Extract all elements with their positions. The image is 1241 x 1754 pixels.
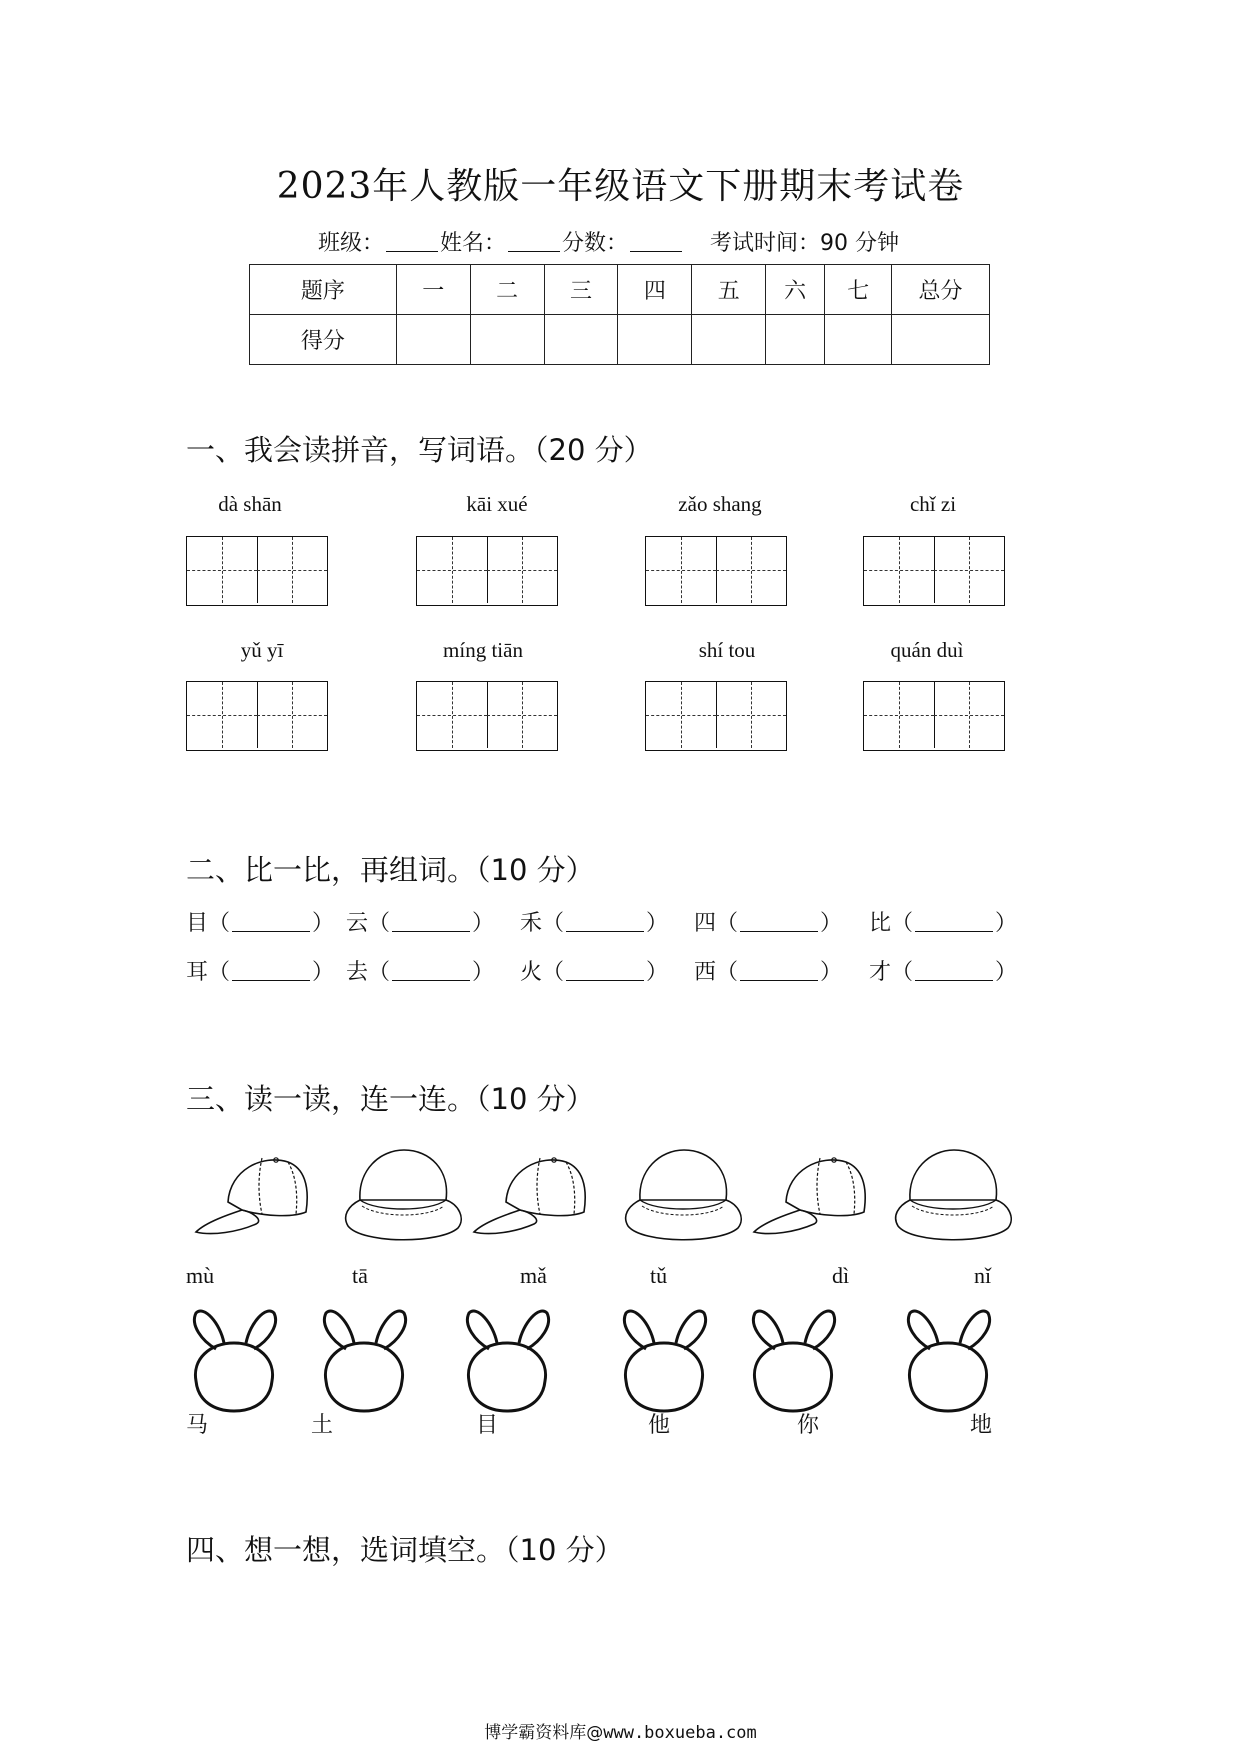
paren-close: ）: [995, 911, 1018, 936]
writing-grid[interactable]: [645, 681, 787, 751]
tianzige-cell[interactable]: [934, 682, 1004, 748]
paren-close: ）: [312, 960, 335, 985]
name-label: 姓名：: [440, 231, 507, 256]
paren-open: （: [368, 911, 391, 936]
tianzige-cell[interactable]: [187, 537, 258, 603]
score-cell[interactable]: [618, 315, 692, 365]
connect-char: 土: [311, 1413, 334, 1438]
pinyin-label: kāi xué: [466, 492, 528, 516]
score-cell[interactable]: [396, 315, 470, 365]
table-header-cell: 三: [544, 265, 618, 315]
guide-line-horizontal: [934, 715, 1004, 716]
footer-watermark: [0, 1718, 1241, 1743]
tianzige-cell[interactable]: [187, 682, 258, 748]
connect-char: 地: [970, 1413, 993, 1438]
paren-close: ）: [820, 960, 843, 985]
writing-grid[interactable]: [186, 536, 328, 606]
paren-open: （: [716, 960, 739, 985]
compare-char: 西: [694, 960, 717, 985]
compare-char: 目: [186, 911, 209, 936]
pinyin-label: shí tou: [698, 638, 756, 662]
paren-close: ）: [646, 960, 669, 985]
paren-close: ）: [472, 911, 495, 936]
guide-line-horizontal: [417, 570, 487, 571]
score-cell[interactable]: [766, 315, 825, 365]
writing-grid[interactable]: [645, 536, 787, 606]
compare-item: [694, 906, 842, 937]
paren-open: （: [542, 960, 565, 985]
writing-grid[interactable]: [186, 681, 328, 751]
round-hat-icon: [890, 1140, 1020, 1250]
compare-char: 禾: [520, 911, 543, 936]
tianzige-cell[interactable]: [864, 682, 935, 748]
compare-item: [346, 906, 494, 937]
score-table: [249, 264, 990, 365]
score-blank[interactable]: [630, 231, 682, 252]
guide-line-horizontal: [716, 570, 786, 571]
paren-open: （: [208, 911, 231, 936]
tianzige-cell[interactable]: [487, 682, 557, 748]
guide-line-horizontal: [864, 715, 934, 716]
answer-blank[interactable]: [915, 913, 993, 932]
tianzige-cell[interactable]: [934, 537, 1004, 603]
compare-char: 四: [694, 911, 717, 936]
writing-grid[interactable]: [416, 681, 558, 751]
tianzige-cell[interactable]: [257, 537, 327, 603]
writing-grid[interactable]: [416, 536, 558, 606]
guide-line-horizontal: [257, 715, 327, 716]
baseball-cap-icon: [750, 1140, 880, 1250]
tianzige-cell[interactable]: [716, 682, 786, 748]
paren-open: （: [891, 960, 914, 985]
student-info-line: [318, 226, 899, 257]
connect-char: 他: [648, 1413, 671, 1438]
baseball-cap-icon: [192, 1140, 322, 1250]
compare-item: [186, 906, 334, 937]
paren-open: （: [716, 911, 739, 936]
guide-line-horizontal: [864, 570, 934, 571]
compare-char: 去: [346, 960, 369, 985]
compare-char: 耳: [186, 960, 209, 985]
connect-pinyin: mù: [186, 1263, 215, 1288]
pinyin-label: chǐ zi: [909, 492, 957, 516]
connect-char: 马: [186, 1413, 209, 1438]
compare-item: [186, 955, 334, 986]
guide-line-horizontal: [417, 715, 487, 716]
answer-blank[interactable]: [232, 962, 310, 981]
section-2-heading: 二、比一比，再组词。（10 分）: [186, 853, 595, 887]
answer-blank[interactable]: [566, 913, 644, 932]
paren-open: （: [542, 911, 565, 936]
tianzige-cell[interactable]: [716, 537, 786, 603]
paren-close: ）: [995, 960, 1018, 985]
score-table-header-row: [250, 265, 990, 315]
footer-url: www.boxueba.com: [603, 1723, 757, 1743]
table-header-cell: 题序: [250, 265, 397, 315]
answer-blank[interactable]: [232, 913, 310, 932]
connect-pinyin: nǐ: [974, 1263, 992, 1288]
answer-blank[interactable]: [392, 962, 470, 981]
compare-item: [520, 955, 668, 986]
connect-pinyin: tǔ: [650, 1263, 668, 1288]
tianzige-cell[interactable]: [417, 537, 488, 603]
compare-char: 才: [869, 960, 892, 985]
score-label: 分数：: [562, 231, 629, 256]
writing-grid[interactable]: [863, 536, 1005, 606]
compare-item: [694, 955, 842, 986]
baseball-cap-icon: [470, 1140, 600, 1250]
paren-close: ）: [646, 911, 669, 936]
footer-site-name: 博学霸资料库@: [484, 1723, 604, 1743]
answer-blank[interactable]: [915, 962, 993, 981]
answer-blank[interactable]: [740, 913, 818, 932]
writing-grid[interactable]: [863, 681, 1005, 751]
table-header-cell: 一: [396, 265, 470, 315]
tianzige-cell[interactable]: [417, 682, 488, 748]
score-cell[interactable]: [470, 315, 544, 365]
connect-char: 你: [797, 1413, 820, 1438]
rabbit-face-icon: [316, 1305, 412, 1415]
compare-char: 火: [520, 960, 543, 985]
compare-item: [520, 906, 668, 937]
pinyin-label: míng tiān: [443, 638, 523, 662]
guide-line-horizontal: [934, 570, 1004, 571]
answer-blank[interactable]: [566, 962, 644, 981]
answer-blank[interactable]: [392, 913, 470, 932]
tianzige-cell[interactable]: [257, 682, 327, 748]
rabbit-face-icon: [900, 1305, 996, 1415]
paren-close: ）: [472, 960, 495, 985]
guide-line-horizontal: [716, 715, 786, 716]
tianzige-cell[interactable]: [487, 537, 557, 603]
guide-line-horizontal: [646, 715, 716, 716]
table-header-cell: 四: [618, 265, 692, 315]
pinyin-label: yǔ yī: [240, 638, 284, 662]
rabbit-face-icon: [745, 1305, 841, 1415]
table-header-cell: 总分: [892, 265, 990, 315]
tianzige-cell[interactable]: [864, 537, 935, 603]
guide-line-horizontal: [487, 715, 557, 716]
pinyin-label: quán duì: [890, 638, 964, 662]
section-1-heading: 一、我会读拼音，写词语。（20 分）: [186, 433, 653, 467]
compare-char: 比: [869, 911, 892, 936]
guide-line-horizontal: [257, 570, 327, 571]
table-header-cell: 五: [692, 265, 766, 315]
paren-close: ）: [312, 911, 335, 936]
section-3-heading: 三、读一读，连一连。（10 分）: [186, 1082, 595, 1116]
guide-line-horizontal: [487, 570, 557, 571]
class-label: 班级：: [318, 231, 385, 256]
rabbit-face-icon: [186, 1305, 282, 1415]
guide-line-horizontal: [187, 570, 257, 571]
compare-item: [346, 955, 494, 986]
round-hat-icon: [340, 1140, 470, 1250]
exam-time: 考试时间：90 分钟: [710, 231, 900, 256]
section-4-heading: 四、想一想，选词填空。（10 分）: [186, 1533, 624, 1567]
class-blank[interactable]: [386, 231, 438, 252]
connect-char: 目: [476, 1413, 499, 1438]
compare-item: [869, 906, 1017, 937]
guide-line-horizontal: [646, 570, 716, 571]
answer-blank[interactable]: [740, 962, 818, 981]
exam-title: 2023年人教版一年级语文下册期末考试卷: [276, 166, 965, 207]
paren-open: （: [208, 960, 231, 985]
score-cell[interactable]: [825, 315, 892, 365]
table-header-cell: 二: [470, 265, 544, 315]
table-header-cell: 六: [766, 265, 825, 315]
compare-item: [869, 955, 1017, 986]
score-cell[interactable]: [544, 315, 618, 365]
paren-close: ）: [820, 911, 843, 936]
guide-line-horizontal: [187, 715, 257, 716]
score-table-score-row: [250, 315, 990, 365]
name-blank[interactable]: [508, 231, 560, 252]
compare-char: 云: [346, 911, 369, 936]
tianzige-cell[interactable]: [646, 537, 717, 603]
score-row-label: 得分: [250, 315, 397, 365]
score-cell[interactable]: [892, 315, 990, 365]
score-cell[interactable]: [692, 315, 766, 365]
paren-open: （: [368, 960, 391, 985]
pinyin-label: zǎo shang: [678, 492, 762, 516]
connect-pinyin: tā: [352, 1263, 368, 1288]
connect-pinyin: mǎ: [520, 1263, 547, 1288]
rabbit-face-icon: [616, 1305, 712, 1415]
tianzige-cell[interactable]: [646, 682, 717, 748]
round-hat-icon: [620, 1140, 750, 1250]
table-header-cell: 七: [825, 265, 892, 315]
connect-pinyin: dì: [832, 1263, 850, 1288]
paren-open: （: [891, 911, 914, 936]
rabbit-face-icon: [459, 1305, 555, 1415]
pinyin-label: dà shān: [218, 492, 282, 516]
